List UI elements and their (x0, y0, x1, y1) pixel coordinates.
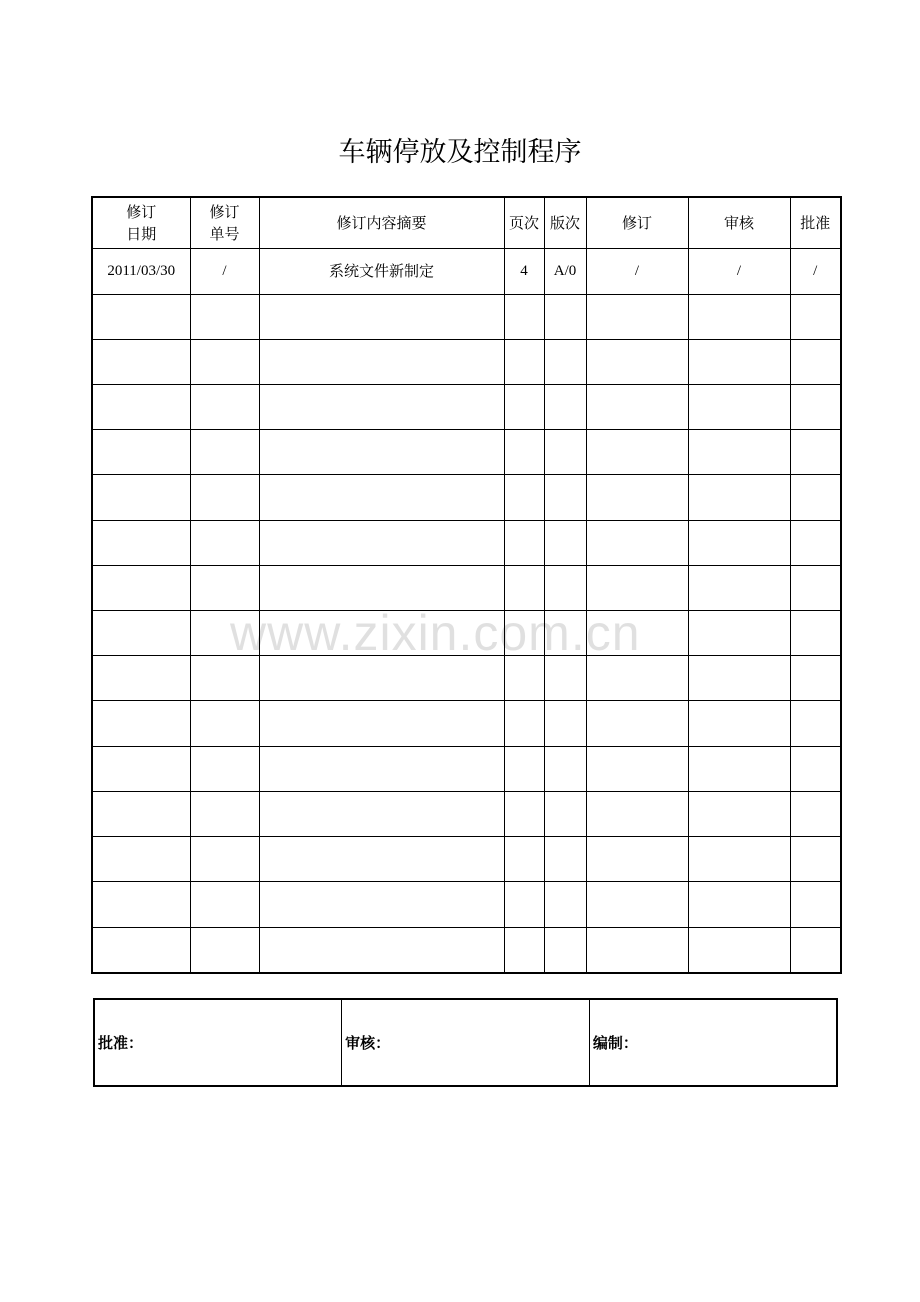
table-row (92, 430, 841, 475)
empty-cell (586, 294, 688, 339)
empty-cell (544, 927, 586, 973)
empty-cell (190, 430, 259, 475)
document-title: 车辆停放及控制程序 (338, 137, 582, 168)
empty-cell (259, 746, 504, 791)
empty-cell (190, 927, 259, 973)
table-row (92, 611, 841, 656)
table-row (92, 565, 841, 610)
empty-cell (92, 430, 190, 475)
table-row (92, 475, 841, 520)
empty-cell (92, 294, 190, 339)
empty-cell (688, 791, 790, 836)
empty-cell (688, 520, 790, 565)
header-revision-summary: 修订内容摘要 (259, 197, 504, 249)
cell-reviewed-by: / (688, 249, 790, 294)
empty-cell (259, 837, 504, 882)
empty-cell (790, 430, 841, 475)
empty-cell (688, 746, 790, 791)
cell-approved-by: / (790, 249, 841, 294)
empty-cell (790, 746, 841, 791)
header-version: 版次 (544, 197, 586, 249)
empty-cell (92, 384, 190, 429)
empty-cell (790, 611, 841, 656)
empty-cell (92, 701, 190, 746)
empty-cell (504, 294, 544, 339)
empty-cell (586, 746, 688, 791)
header-revision-number: 修订 单号 (190, 197, 259, 249)
empty-cell (259, 339, 504, 384)
empty-cell (544, 701, 586, 746)
empty-cell (504, 882, 544, 927)
empty-cell (586, 791, 688, 836)
empty-cell (504, 384, 544, 429)
header-revised-by: 修订 (586, 197, 688, 249)
empty-cell (190, 565, 259, 610)
empty-cell (504, 520, 544, 565)
header-revision-date: 修订 日期 (92, 197, 190, 249)
prepare-label: 编制： (592, 1034, 638, 1052)
header-reviewed-by: 审核 (688, 197, 790, 249)
empty-cell (190, 475, 259, 520)
empty-cell (544, 791, 586, 836)
cell-date: 2011/03/30 (92, 249, 190, 294)
table-row (92, 701, 841, 746)
empty-cell (688, 565, 790, 610)
empty-cell (586, 430, 688, 475)
table-row (92, 656, 841, 701)
empty-cell (259, 882, 504, 927)
table-row (92, 249, 841, 294)
empty-cell (790, 656, 841, 701)
empty-cell (586, 384, 688, 429)
table-row (92, 927, 841, 973)
empty-cell (544, 430, 586, 475)
empty-cell (586, 927, 688, 973)
empty-cell (504, 430, 544, 475)
empty-cell (190, 791, 259, 836)
empty-cell (259, 430, 504, 475)
empty-cell (504, 791, 544, 836)
empty-cell (688, 384, 790, 429)
empty-cell (790, 927, 841, 973)
empty-cell (544, 294, 586, 339)
empty-cell (259, 701, 504, 746)
empty-cell (688, 927, 790, 973)
empty-cell (790, 565, 841, 610)
table-row (92, 746, 841, 791)
header-page: 页次 (504, 197, 544, 249)
empty-cell (92, 565, 190, 610)
empty-cell (92, 656, 190, 701)
empty-cell (504, 611, 544, 656)
empty-cell (504, 701, 544, 746)
empty-cell (790, 791, 841, 836)
empty-cell (92, 611, 190, 656)
cell-page: 4 (504, 249, 544, 294)
empty-cell (190, 701, 259, 746)
empty-cell (544, 565, 586, 610)
empty-cell (504, 475, 544, 520)
empty-cell (544, 339, 586, 384)
cell-summary: 系统文件新制定 (259, 249, 504, 294)
empty-cell (92, 475, 190, 520)
empty-cell (504, 746, 544, 791)
empty-cell (259, 294, 504, 339)
table-row (92, 294, 841, 339)
empty-cell (586, 701, 688, 746)
empty-cell (190, 656, 259, 701)
empty-cell (688, 339, 790, 384)
review-label: 审核： (342, 999, 590, 1086)
empty-cell (586, 565, 688, 610)
empty-cell (586, 656, 688, 701)
empty-cell (504, 656, 544, 701)
empty-cell (92, 791, 190, 836)
empty-cell (259, 656, 504, 701)
empty-cell (688, 430, 790, 475)
empty-cell (259, 565, 504, 610)
empty-cell (190, 520, 259, 565)
empty-cell (92, 882, 190, 927)
empty-cell (688, 701, 790, 746)
watermark: www.zixin.com.cn (230, 605, 641, 661)
empty-cell (544, 384, 586, 429)
revision-table (91, 196, 842, 974)
empty-cell (259, 384, 504, 429)
cell-revised-by: / (586, 249, 688, 294)
approve-label: 批准： (94, 999, 342, 1086)
cell-number: / (190, 249, 259, 294)
empty-cell (544, 656, 586, 701)
empty-cell (190, 294, 259, 339)
signoff-table (93, 998, 838, 1087)
empty-cell (259, 791, 504, 836)
empty-cell (544, 475, 586, 520)
empty-cell (190, 837, 259, 882)
empty-cell (544, 746, 586, 791)
empty-cell (190, 384, 259, 429)
empty-cell (790, 475, 841, 520)
empty-cell (504, 565, 544, 610)
empty-cell (190, 746, 259, 791)
empty-cell (688, 656, 790, 701)
empty-cell (586, 475, 688, 520)
empty-cell (586, 882, 688, 927)
empty-cell (190, 339, 259, 384)
empty-cell (586, 339, 688, 384)
empty-cell (790, 339, 841, 384)
empty-cell (504, 927, 544, 973)
empty-cell (190, 611, 259, 656)
empty-cell (544, 520, 586, 565)
empty-cell (586, 837, 688, 882)
empty-cell (259, 611, 504, 656)
empty-cell (790, 384, 841, 429)
empty-cell (544, 882, 586, 927)
empty-cell (504, 837, 544, 882)
empty-cell (92, 520, 190, 565)
empty-cell (790, 520, 841, 565)
header-row (92, 197, 841, 249)
empty-cell (688, 475, 790, 520)
empty-cell (92, 837, 190, 882)
empty-cell (688, 837, 790, 882)
table-row (92, 384, 841, 429)
empty-cell (259, 927, 504, 973)
empty-cell (92, 339, 190, 384)
header-approved-by: 批准 (790, 197, 841, 249)
empty-cell (688, 294, 790, 339)
table-row (92, 791, 841, 836)
empty-cell (92, 927, 190, 973)
empty-cell (544, 837, 586, 882)
table-row (92, 837, 841, 882)
empty-cell (259, 475, 504, 520)
empty-cell (688, 611, 790, 656)
table-row (92, 339, 841, 384)
table-row (92, 882, 841, 927)
empty-cell (544, 611, 586, 656)
empty-cell (790, 837, 841, 882)
empty-cell (504, 339, 544, 384)
empty-cell (586, 611, 688, 656)
empty-cell (259, 520, 504, 565)
empty-cell (190, 882, 259, 927)
empty-cell (790, 882, 841, 927)
empty-cell (586, 520, 688, 565)
empty-cell (92, 746, 190, 791)
empty-cell (688, 882, 790, 927)
empty-cell (790, 294, 841, 339)
cell-version: A/0 (544, 249, 586, 294)
empty-cell (790, 701, 841, 746)
table-row (92, 520, 841, 565)
